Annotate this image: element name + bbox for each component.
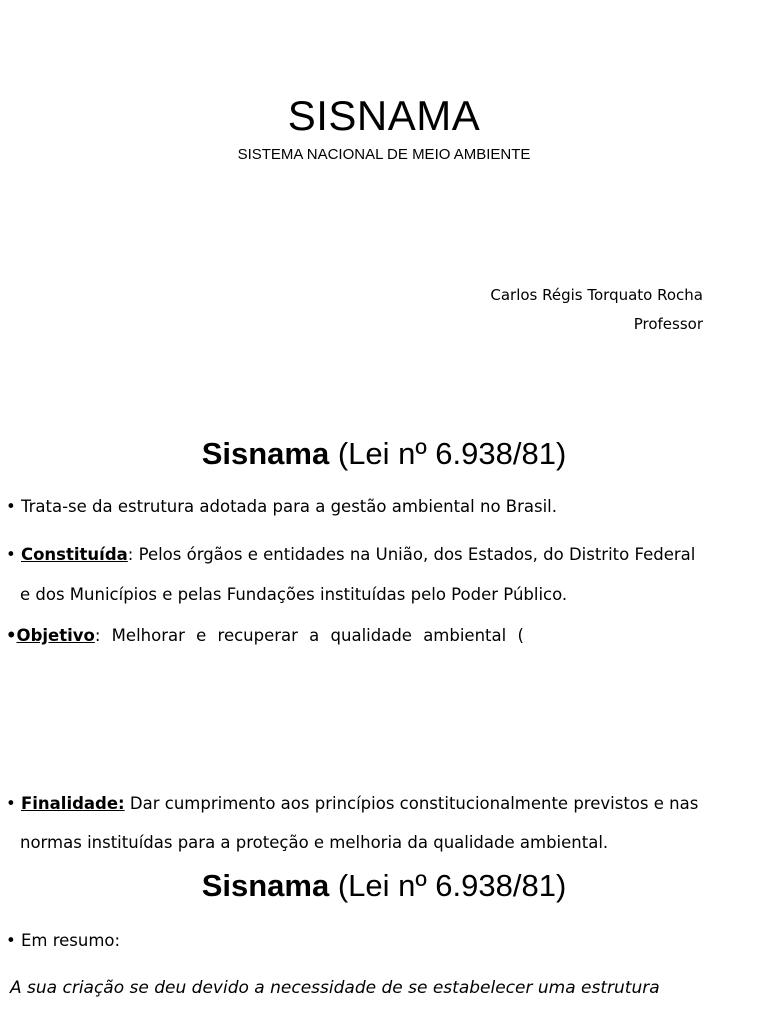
slide2-heading-bold: Sisnama [201, 436, 330, 471]
bullet-marker: • [6, 545, 21, 564]
slide3-heading [0, 868, 768, 904]
slide3-heading-rest: (Lei nº 6.938/81) [329, 868, 567, 903]
bullet-marker: • [6, 794, 21, 813]
slide2-heading [0, 436, 768, 472]
constituida-text: : Pelos órgãos e entidades na União, dos Estados, do Distrito Federal [127, 545, 696, 564]
slide3-heading-bold: Sisnama [201, 868, 330, 903]
slide3-bullet-resumo: • Em resumo: [6, 931, 121, 950]
slide2-bullet-estrutura: • Trata-se da estrutura adotada para a gestão ambiental no Brasil. [6, 497, 558, 516]
presentation-title: SISNAMA [287, 92, 481, 139]
slide2-heading-rest: (Lei nº 6.938/81) [329, 436, 567, 471]
presentation-subtitle: SISTEMA NACIONAL DE MEIO AMBIENTE [237, 146, 531, 163]
term-finalidade: Finalidade: [20, 794, 125, 813]
term-objetivo: Objetivo [16, 626, 95, 645]
slide2-bullet-constituida-cont: e dos Municípios e pelas Fundações instituídas pelo Poder Público. [20, 585, 568, 604]
slide3-italic-text: A sua criação se deu devido a necessidade de se estabelecer uma estrutura [10, 978, 660, 998]
term-constituida: Constituída [20, 545, 128, 564]
slide2-bullet-finalidade [6, 784, 698, 824]
author-role: Professor [633, 315, 703, 333]
slide2-bullet-finalidade-cont: normas instituídas para a proteção e melhoria da qualidade ambiental. [20, 833, 609, 852]
author-name: Carlos Régis Torquato Rocha [490, 286, 703, 304]
finalidade-text: Dar cumprimento aos princípios constitucionalmente previstos e nas [124, 794, 699, 813]
slide2-bullet-objetivo [6, 616, 524, 656]
slide2-bullet-constituida [6, 535, 695, 575]
objetivo-text: : Melhorar e recuperar a qualidade ambiental ( [94, 626, 524, 645]
title-slide [0, 0, 768, 410]
bullet-marker: • [6, 626, 17, 645]
author-block [490, 281, 703, 339]
